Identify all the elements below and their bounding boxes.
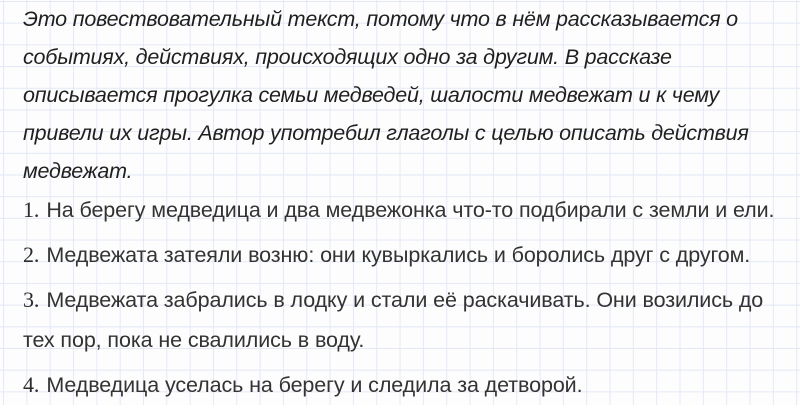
answer-number: 1. — [23, 197, 40, 222]
explanation-line: привели их игры. Автор употребил глаголы с целью описать действия — [23, 121, 749, 145]
answer-number: 3. — [23, 287, 40, 312]
answer-text-continuation: тех пор, пока не свалились в воду. — [23, 328, 365, 352]
answers-list — [23, 190, 780, 405]
answer-text: На берегу медведица и два медвежонка что-то подбирали с земли и ели. — [46, 198, 775, 222]
explanation-line: описывается прогулка семьи медведей, шалости медвежат и к чему — [23, 83, 720, 107]
answer-number: 4. — [23, 372, 40, 397]
answer-number: 2. — [23, 242, 40, 267]
answer-text: Медвежата забрались в лодку и стали её раскачивать. Они возились до — [46, 288, 764, 312]
answer-item-2 — [23, 235, 780, 275]
answer-text: Медведица уселась на берегу и следила за детворой. — [46, 373, 583, 397]
explanation-line: медвежат. — [23, 159, 133, 183]
answer-item-3 — [23, 280, 780, 360]
answer-item-1 — [23, 190, 780, 230]
explanation-line: Это повествовательный текст, потому что в нём рассказывается о — [23, 7, 738, 31]
explanation-paragraph — [23, 0, 780, 190]
answer-text: Медвежата затеяли возню: они кувыркались и боролись друг с другом. — [46, 243, 751, 267]
explanation-line: событиях, действиях, происходящих одно за другим. В рассказе — [23, 45, 672, 69]
answer-item-4 — [23, 365, 780, 405]
